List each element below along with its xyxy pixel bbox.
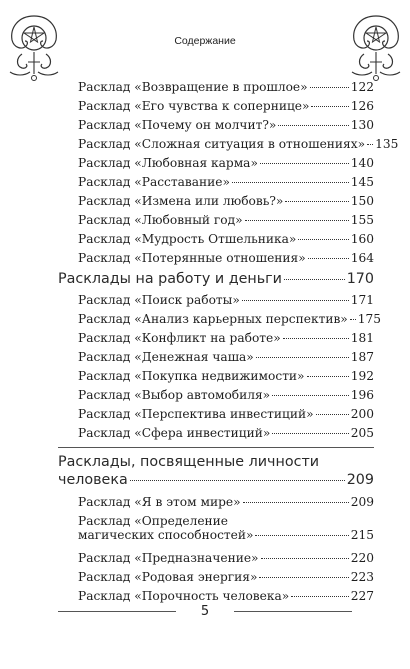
section-divider <box>58 447 374 448</box>
toc-entry-title: Расклад «Конфликт на работе» <box>78 331 281 345</box>
toc-entry-title: Расклад «Любовный год» <box>78 213 243 227</box>
toc-entry[interactable] <box>78 99 374 113</box>
toc-entry-page: 150 <box>350 194 374 208</box>
toc-entry-title: Расклад «Возвращение в прошлое» <box>78 80 308 94</box>
toc-entry[interactable] <box>78 388 374 402</box>
toc-entry-page: 122 <box>350 80 374 94</box>
toc-entry-page: 135 <box>375 137 399 151</box>
dot-leader <box>291 596 349 597</box>
toc-entry-page: 164 <box>350 251 374 265</box>
toc-entry[interactable] <box>78 369 374 383</box>
toc-entry-page: 175 <box>357 312 382 326</box>
toc-entry-title: Расклад «Я в этом мире» <box>78 495 241 509</box>
toc-entry-title: Расклад «Покупка недвижимости» <box>78 369 305 383</box>
toc-entry-page: 140 <box>350 156 374 170</box>
toc-entry-title: Расклад «Анализ карьерных перспектив» <box>78 312 348 326</box>
toc-section-heading[interactable] <box>58 454 374 490</box>
dot-leader <box>260 163 349 164</box>
toc-entry-title: Расклад «Расставание» <box>78 175 230 189</box>
toc-entry-page: 209 <box>350 495 374 509</box>
dot-leader <box>308 258 349 259</box>
page-number <box>0 604 410 619</box>
toc-entry[interactable] <box>78 232 374 246</box>
toc-entry[interactable] <box>78 251 374 265</box>
toc-entry-title: Расклад «Выбор автомобиля» <box>78 388 271 402</box>
toc-entry-page: 220 <box>350 551 374 565</box>
toc-entry-page: 155 <box>350 213 374 227</box>
toc-section-title: Расклады, посвященные личности <box>58 454 320 470</box>
toc-entry-page: 160 <box>350 232 374 246</box>
toc-entry[interactable] <box>78 570 374 584</box>
toc-entry-title: Расклад «Любовная карма» <box>78 156 258 170</box>
dot-leader <box>242 300 349 301</box>
dot-leader <box>261 558 349 559</box>
toc-entry-title: Расклад «Потерянные отношения» <box>78 251 306 265</box>
dot-leader <box>272 395 349 396</box>
toc-entry[interactable] <box>78 175 374 189</box>
toc-entry[interactable] <box>78 331 374 345</box>
toc-entry[interactable] <box>78 495 374 509</box>
toc-entry-title: Расклад «Поиск работы» <box>78 293 240 307</box>
toc-entry-page: 223 <box>350 570 374 584</box>
toc-entry-page: 130 <box>350 118 374 132</box>
toc-entry-title: Расклад «Сфера инвестиций» <box>78 426 271 440</box>
dot-leader <box>316 414 349 415</box>
toc-entry-title: Расклад «Перспектива инвестиций» <box>78 407 314 421</box>
toc-entry[interactable] <box>78 312 382 326</box>
dot-leader <box>285 201 348 202</box>
page-number-value: 5 <box>191 604 219 619</box>
toc-entry-title: Расклад «Почему он молчит?» <box>78 118 277 132</box>
dot-leader <box>278 125 348 126</box>
toc-entry-page: 145 <box>350 175 374 189</box>
dot-leader <box>256 357 349 358</box>
toc-entry[interactable] <box>78 118 374 132</box>
toc-entry-page: 181 <box>350 331 374 345</box>
toc-entry-page: 126 <box>350 99 374 113</box>
pentagram-ornament-right-icon <box>348 14 404 84</box>
toc-entry-page: 227 <box>350 589 374 603</box>
dot-leader <box>307 376 349 377</box>
toc-section-page: 209 <box>346 472 374 488</box>
pentagram-ornament-left-icon <box>6 14 62 84</box>
toc-entry-page: 187 <box>350 350 374 364</box>
toc-entry[interactable] <box>78 589 374 603</box>
toc-entry-title-continued: магических способностей» <box>78 528 254 542</box>
toc-entry-title: Расклад «Определение <box>78 514 229 528</box>
dot-leader <box>367 144 373 145</box>
toc-entry-page: 205 <box>350 426 374 440</box>
toc-entry-page: 192 <box>350 369 374 383</box>
toc-entry-page: 196 <box>350 388 374 402</box>
toc-entry[interactable] <box>78 213 374 227</box>
dot-leader <box>298 239 348 240</box>
toc-section-title-continued: человека <box>58 472 128 488</box>
toc-entry-page: 215 <box>350 528 374 542</box>
dot-leader <box>232 182 349 183</box>
dot-leader <box>259 577 348 578</box>
toc-section-title: Расклады на работу и деньги <box>58 271 282 287</box>
dot-leader <box>284 279 345 280</box>
toc-entry-title: Расклад «Предназначение» <box>78 551 259 565</box>
toc-entry-title: Расклад «Его чувства к сопернице» <box>78 99 310 113</box>
toc-entry-title: Расклад «Сложная ситуация в отношениях» <box>78 137 366 151</box>
dot-leader <box>245 220 349 221</box>
toc-entry-title: Расклад «Родовая энергия» <box>78 570 258 584</box>
page-header-title: Содержание <box>174 35 236 47</box>
dot-leader <box>243 502 349 503</box>
toc-entry[interactable] <box>78 350 374 364</box>
dot-leader <box>130 480 345 481</box>
toc-entry[interactable] <box>78 156 374 170</box>
dot-leader <box>283 338 349 339</box>
dot-leader <box>310 87 349 88</box>
toc-entry-title: Расклад «Мудрость Отшельника» <box>78 232 297 246</box>
dot-leader <box>311 106 348 107</box>
toc-section-page: 170 <box>346 271 374 287</box>
toc-entry[interactable] <box>78 80 374 94</box>
toc-entry[interactable] <box>78 194 374 208</box>
dot-leader <box>272 433 348 434</box>
dot-leader <box>350 319 356 320</box>
toc-entry[interactable] <box>78 514 374 542</box>
toc-entry-title: Расклад «Денежная чаша» <box>78 350 254 364</box>
toc-section-heading[interactable] <box>58 271 374 287</box>
toc-entry[interactable] <box>78 551 374 565</box>
toc-entry[interactable] <box>78 407 374 421</box>
toc-entry-page: 171 <box>350 293 374 307</box>
toc-entry[interactable] <box>78 426 374 440</box>
toc-entry-title: Расклад «Порочность человека» <box>78 589 290 603</box>
toc-entry-page: 200 <box>350 407 374 421</box>
toc-entry[interactable] <box>78 137 399 151</box>
toc-entry[interactable] <box>78 293 374 307</box>
toc-entry-title: Расклад «Измена или любовь?» <box>78 194 284 208</box>
dot-leader <box>255 535 348 536</box>
